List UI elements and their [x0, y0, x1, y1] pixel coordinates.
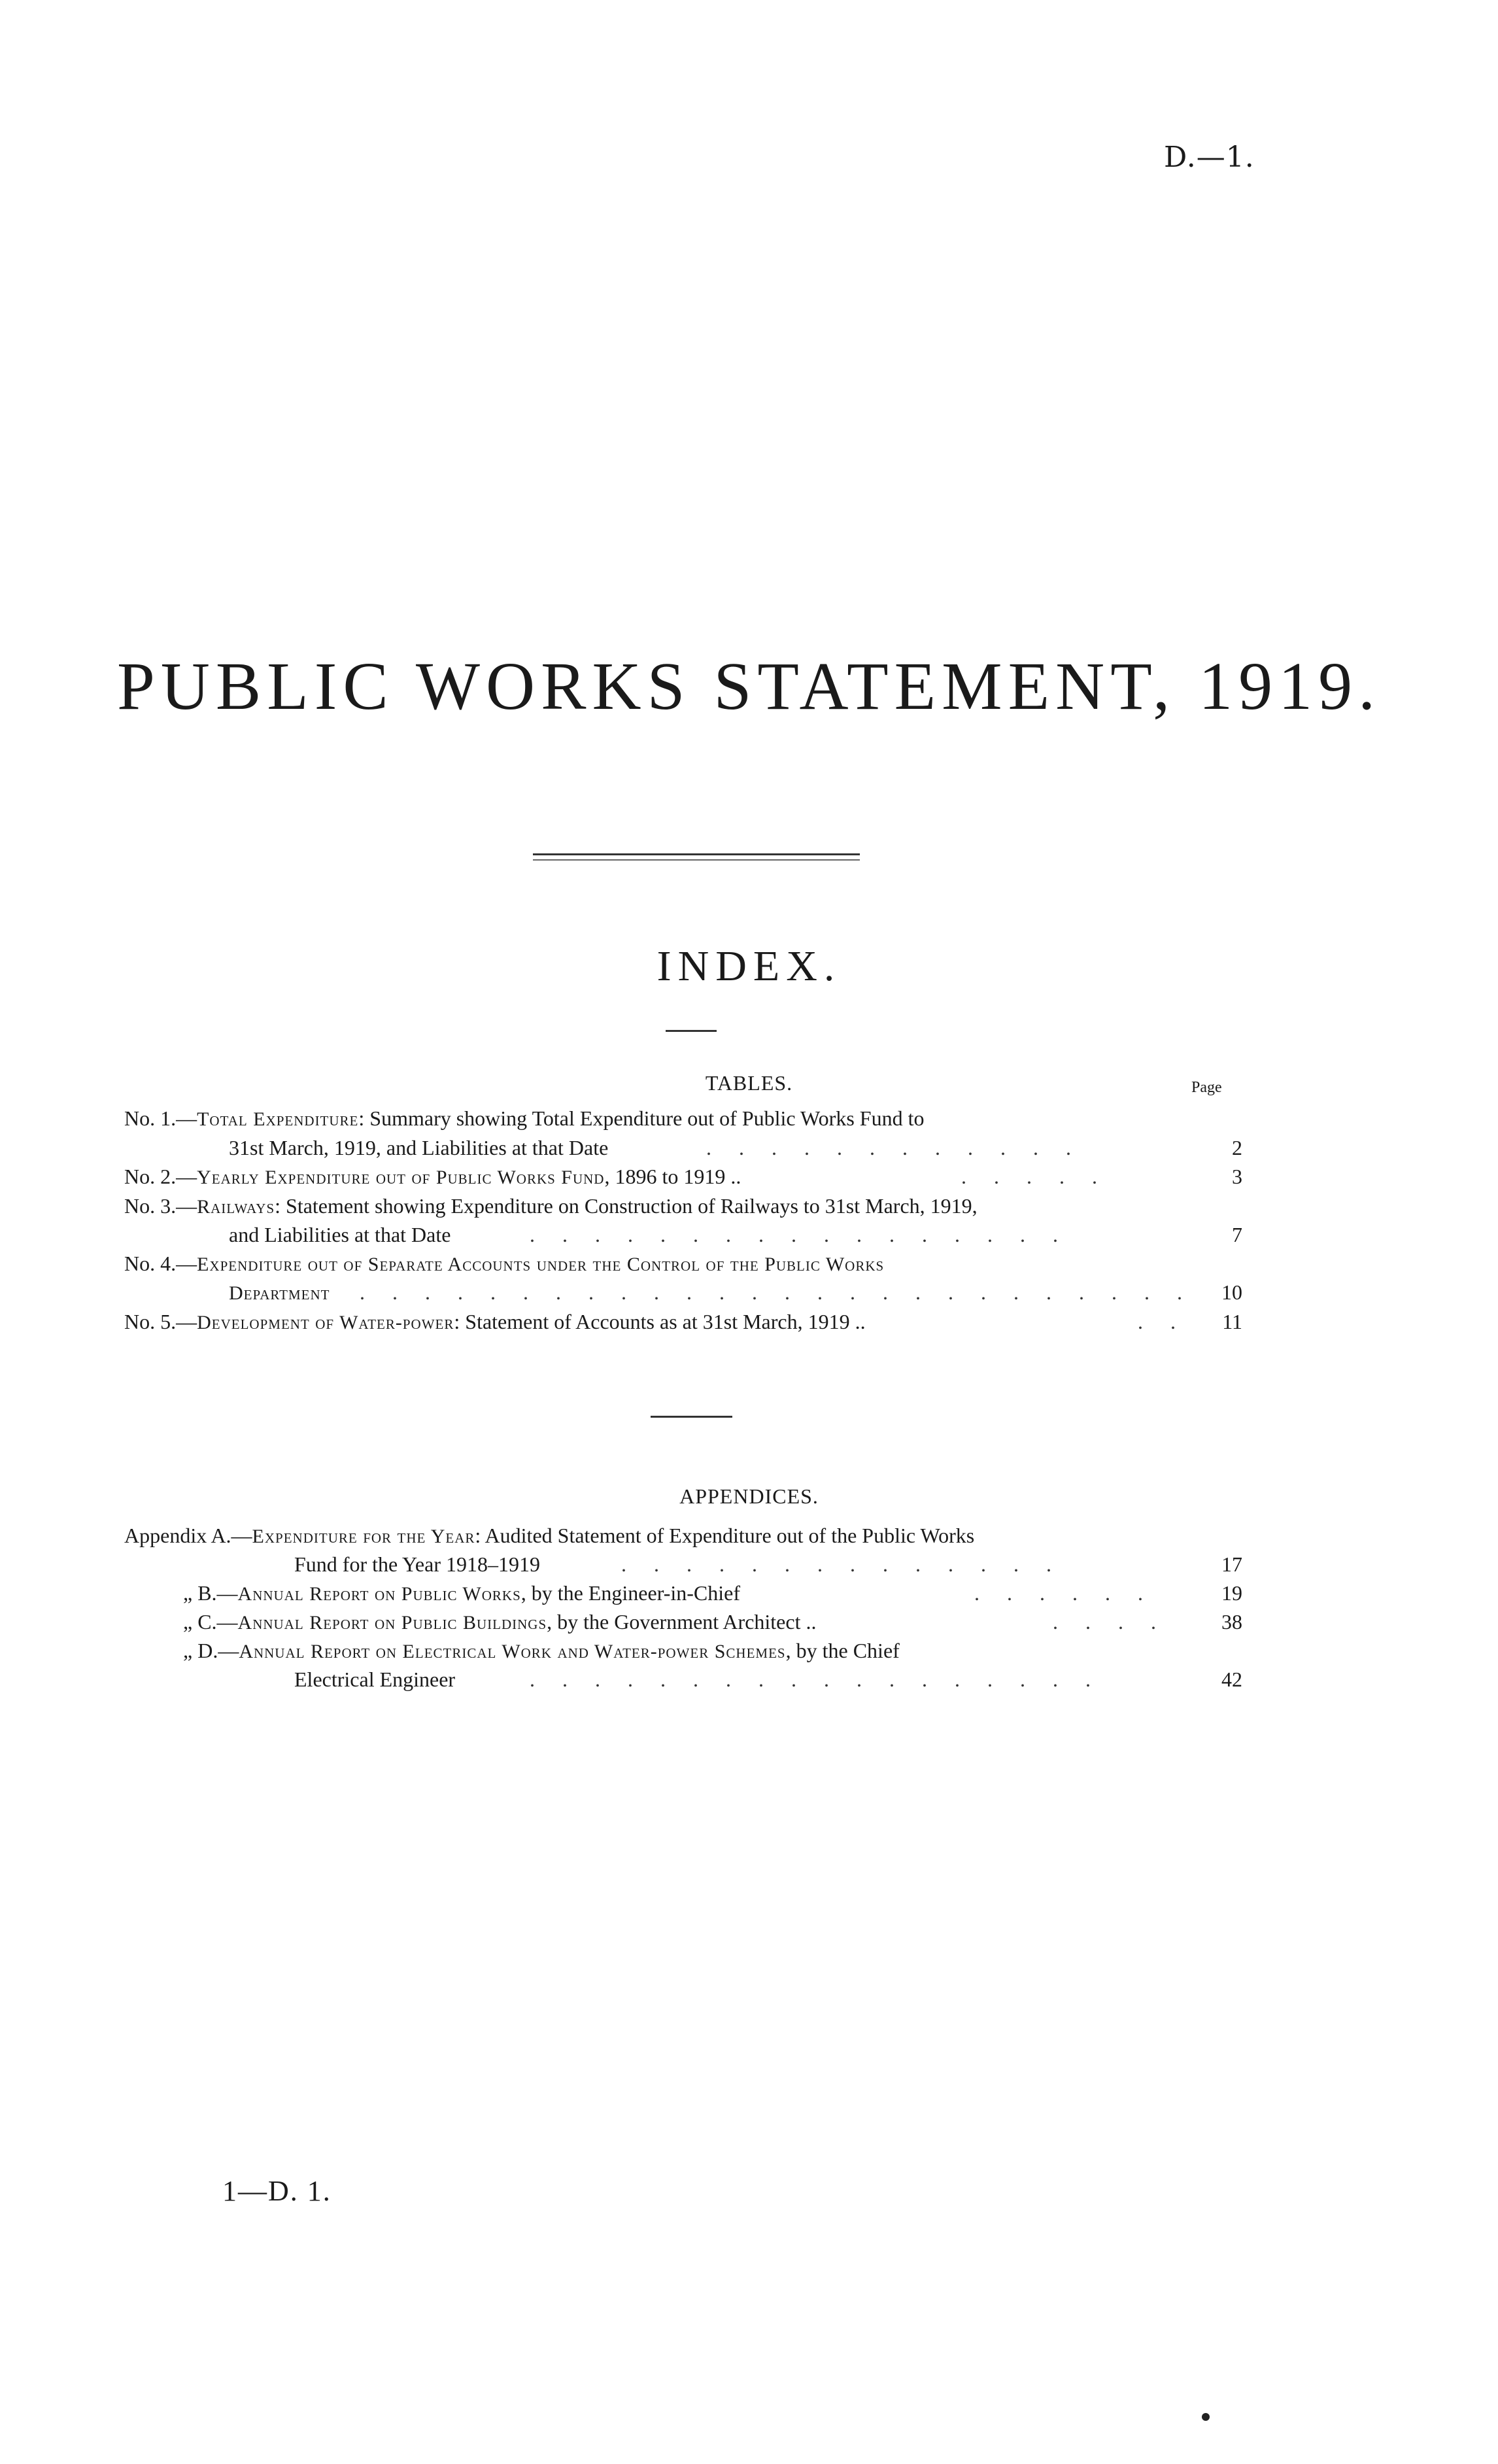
- entry-prefix: Appendix A.—: [124, 1524, 252, 1547]
- entry-prefix: No. 3.—: [124, 1194, 197, 1218]
- title-divider-underline: [533, 859, 860, 861]
- entry-description: , by the Chief: [785, 1639, 900, 1662]
- entry-description-continued: 31st March, 1919, and Liabilities at that Date: [229, 1136, 609, 1159]
- tables-heading: TABLES.: [705, 1071, 793, 1095]
- list-item: [124, 1106, 924, 1131]
- entry-prefix: No. 4.—: [124, 1252, 197, 1275]
- list-item: [183, 1581, 1170, 1605]
- entry-title: Total Expenditure: [197, 1108, 359, 1130]
- page-number: 2: [1232, 1136, 1242, 1159]
- title-divider: [533, 853, 860, 855]
- appendices-heading: APPENDICES.: [679, 1484, 819, 1508]
- leader-dots: .....: [961, 1165, 1125, 1188]
- list-item-continuation: [294, 1552, 1079, 1577]
- leader-dots: ..........................: [360, 1280, 1210, 1304]
- leader-dots: ....: [1053, 1610, 1183, 1634]
- leader-dots: ..................: [530, 1668, 1118, 1691]
- list-item: [183, 1610, 1183, 1634]
- entry-description-continued: and Liabilities at that Date: [229, 1223, 451, 1246]
- entry-description: : Statement of Accounts as at 31st March, 1919 ..: [454, 1310, 866, 1333]
- entry-prefix: No. 5.—: [124, 1310, 197, 1333]
- page-number: 3: [1232, 1165, 1242, 1188]
- page-number: 17: [1221, 1552, 1242, 1576]
- page-number: 10: [1221, 1280, 1242, 1304]
- entry-title: Development of Water-power: [197, 1312, 454, 1333]
- leader-dots: ............: [706, 1136, 1098, 1159]
- entry-prefix: No. 1.—: [124, 1106, 197, 1130]
- list-item-continuation: [229, 1136, 1098, 1160]
- page-number: 42: [1221, 1668, 1242, 1691]
- section-divider: [651, 1416, 732, 1418]
- index-heading: INDEX.: [656, 942, 842, 990]
- entry-description-continued: Fund for the Year 1918–1919: [294, 1552, 540, 1576]
- entry-title: Railways: [197, 1196, 275, 1218]
- list-item: [183, 1639, 900, 1663]
- entry-description: , by the Engineer-in-Chief: [520, 1581, 741, 1605]
- entry-prefix: „ D.—: [183, 1639, 239, 1662]
- leader-dots: ..: [1138, 1310, 1203, 1333]
- entry-description-continued: Electrical Engineer: [294, 1668, 456, 1691]
- entry-title-continued: Department: [229, 1282, 330, 1304]
- footer-signature: 1—D. 1.: [222, 2175, 332, 2207]
- page-reference: D.—1.: [1164, 141, 1255, 174]
- entry-title: Annual Report on Public Works: [237, 1583, 521, 1605]
- entry-description: : Summary showing Total Expenditure out of Public Works Fund to: [358, 1106, 925, 1130]
- leader-dots: ......: [974, 1581, 1170, 1605]
- page-number: 19: [1221, 1581, 1242, 1605]
- entry-description: , 1896 to 1919 ..: [604, 1165, 741, 1188]
- list-item-continuation: [294, 1668, 1118, 1692]
- entry-title: Expenditure out of Separate Accounts under the Control of the Public Works: [197, 1254, 885, 1275]
- entry-title: Annual Report on Electrical Work and Water-power Schemes: [239, 1641, 786, 1662]
- entry-description: : Audited Statement of Expenditure out of the Public Works: [475, 1524, 975, 1547]
- entry-title: Expenditure for the Year: [252, 1526, 475, 1547]
- document-title: PUBLIC WORKS STATEMENT, 1919.: [116, 649, 1382, 724]
- list-item-continuation: [229, 1223, 1085, 1247]
- page-column-label: Page: [1191, 1079, 1222, 1096]
- index-divider: [666, 1030, 717, 1032]
- page-number: 11: [1222, 1310, 1242, 1333]
- list-item: [124, 1194, 978, 1218]
- list-item: [124, 1310, 1203, 1334]
- entry-prefix: „ B.—: [183, 1581, 238, 1605]
- list-item-continuation: [229, 1280, 1210, 1305]
- entry-prefix: „ C.—: [183, 1610, 238, 1634]
- list-item: [124, 1524, 974, 1548]
- list-item: [124, 1165, 1125, 1189]
- ink-mark: [1202, 2413, 1210, 2421]
- entry-prefix: No. 2.—: [124, 1165, 197, 1188]
- entry-title: Yearly Expenditure out of Public Works Fund: [197, 1167, 605, 1188]
- entry-description: : Statement showing Expenditure on Construction of Railways to 31st March, 1919,: [275, 1194, 978, 1218]
- page-number: 38: [1221, 1610, 1242, 1634]
- page-number: 7: [1232, 1223, 1242, 1246]
- leader-dots: .................: [530, 1223, 1085, 1246]
- entry-title: Annual Report on Public Buildings: [237, 1612, 547, 1634]
- entry-description: , by the Government Architect ..: [547, 1610, 817, 1634]
- list-item: [124, 1252, 884, 1276]
- leader-dots: ..............: [621, 1552, 1079, 1576]
